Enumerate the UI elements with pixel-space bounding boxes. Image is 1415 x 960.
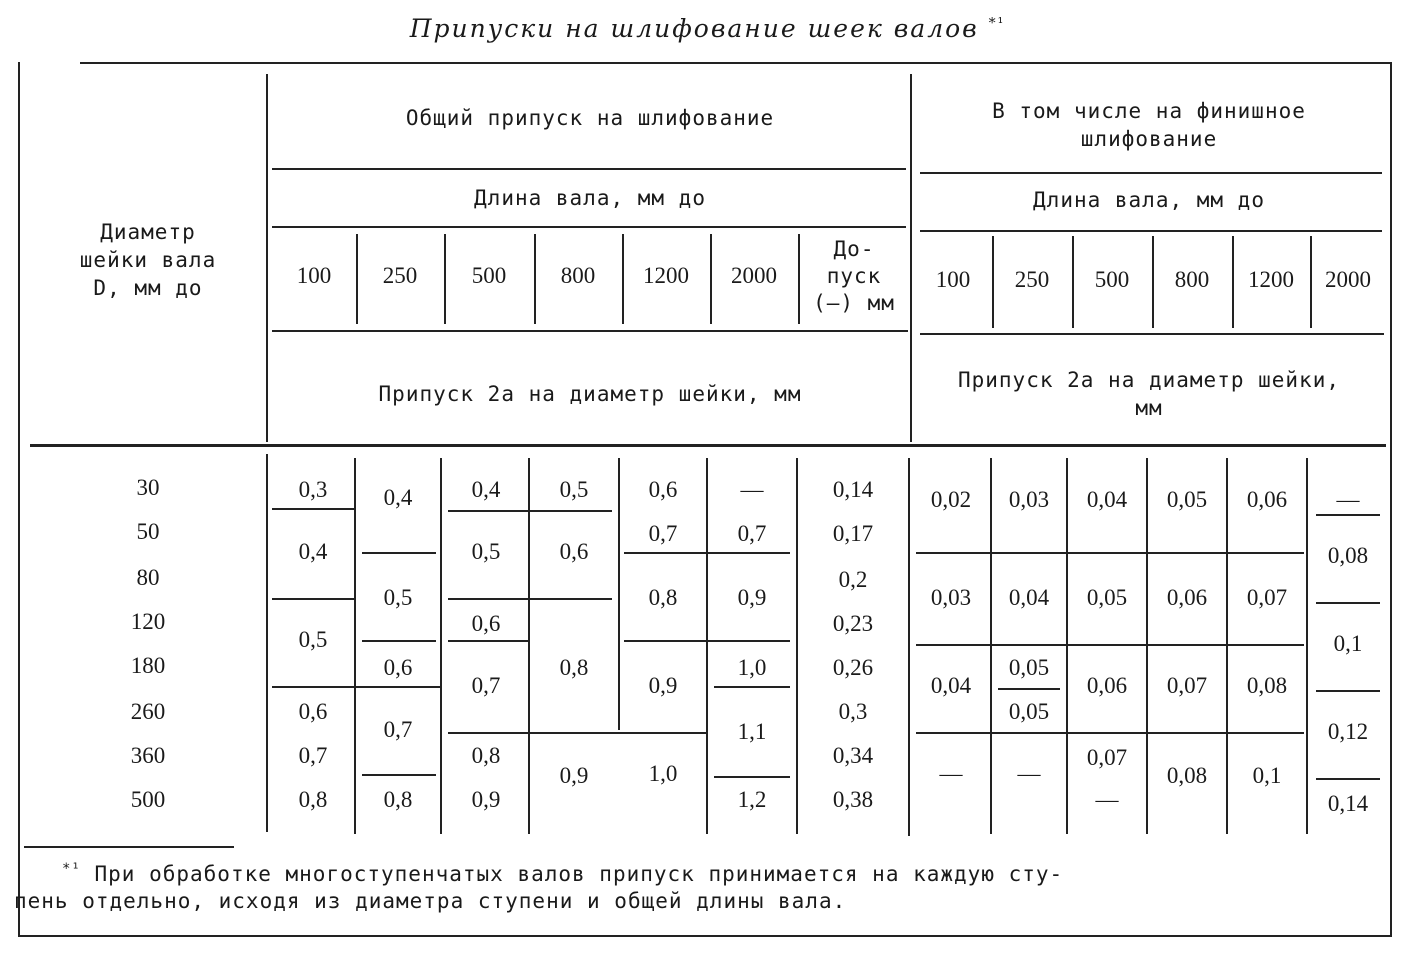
tolerance-value: 0,2 (838, 567, 868, 592)
body-divider-f250 (1066, 458, 1068, 834)
finish-rule-1 (916, 552, 1304, 554)
g500-rule-4 (448, 732, 706, 734)
g800-value: 0,8 (559, 655, 589, 680)
f2000-value: — (1336, 487, 1360, 512)
tolerance-value: 0,17 (832, 521, 874, 546)
general-length-label: Длина вала, мм до (474, 186, 706, 210)
body-divider-250 (440, 458, 442, 834)
finish-allowance-label (914, 366, 1384, 422)
diameter-260: 260 (130, 699, 166, 724)
f-r4-1200: 0,1 (1252, 763, 1282, 788)
f-r1-500: 0,04 (1086, 487, 1128, 512)
g100-rule-3 (272, 686, 356, 688)
caption-footnote-mark: *¹ (988, 15, 1006, 32)
rule-general-numbers (272, 330, 908, 332)
g500-rule-1 (448, 510, 612, 512)
finish-allowance-line1: Припуск 2а на диаметр шейки, (957, 368, 1340, 392)
g500-value: 0,7 (471, 673, 501, 698)
f-r1-1200: 0,06 (1246, 487, 1288, 512)
general-length-800: 800 (560, 263, 596, 288)
f-r2-800: 0,06 (1166, 585, 1208, 610)
tolerance-value: 0,23 (832, 611, 874, 636)
general-length-250: 250 (382, 263, 418, 288)
f2000-rule-4 (1316, 778, 1380, 780)
g100-value: 0,5 (298, 627, 328, 652)
tolerance-value: 0,3 (838, 699, 868, 724)
g250-value: 0,6 (383, 655, 413, 680)
g500-rule-3 (448, 640, 528, 642)
rule-finish-numbers (920, 333, 1384, 335)
footnote (14, 856, 1362, 915)
diameter-500: 500 (130, 787, 166, 812)
body-divider-1200 (706, 458, 708, 834)
divider-len-250 (444, 234, 446, 324)
f-r3-250-top: 0,05 (1008, 655, 1050, 680)
general-group-header: Общий припуск на шлифование (405, 106, 775, 130)
footnote-line2: пень отдельно, исходя из диаметра ступени и общей длины вала. (14, 889, 847, 913)
f-r2-250: 0,04 (1008, 585, 1050, 610)
g250-rule-4 (362, 774, 436, 776)
caption-title: Припуски на шлифование шеек валов (409, 14, 979, 43)
finish-length-2000: 2000 (1325, 267, 1371, 292)
g1200-rule-1 (624, 552, 790, 554)
g800-value: 0,9 (559, 763, 589, 788)
g2000-value: 0,9 (737, 585, 767, 610)
general-allowance-label: Припуск 2а на диаметр шейки, мм (378, 382, 802, 406)
finish-length-800: 800 (1174, 267, 1210, 292)
f-r4-250: — (1017, 761, 1041, 786)
g250-value: 0,4 (383, 485, 413, 510)
g800-value: 0,5 (559, 477, 589, 502)
g1200-value: 0,9 (648, 673, 678, 698)
footnote-mark: *¹ (62, 861, 81, 877)
g1200-rule-2 (624, 640, 790, 642)
divider-flen-1200 (1310, 236, 1312, 328)
f2000-value: 0,12 (1327, 719, 1369, 744)
g250-rule-2 (362, 640, 436, 642)
finish-group-header-line2: шлифование (1080, 127, 1218, 151)
g500-value: 0,5 (471, 539, 501, 564)
tolerance-value: 0,38 (832, 787, 874, 812)
finish-group-header (914, 97, 1384, 153)
finish-length-250: 250 (1014, 267, 1050, 292)
g250-rule-1 (362, 552, 436, 554)
general-length-100: 100 (296, 263, 332, 288)
f-r2-500: 0,05 (1086, 585, 1128, 610)
g100-value: 0,3 (298, 477, 328, 502)
diameter-header (30, 218, 266, 302)
g1200-value: 0,6 (648, 477, 678, 502)
divider-len-1200 (710, 234, 712, 324)
f-r3-500: 0,06 (1086, 673, 1128, 698)
f-r3-250-rule (998, 688, 1060, 690)
g2000-value: 0,7 (737, 521, 767, 546)
f-r4-500-top: 0,07 (1086, 745, 1128, 770)
g100-value: 0,6 (298, 699, 328, 724)
diameter-30: 30 (136, 475, 160, 500)
f-r1-800: 0,05 (1166, 487, 1208, 512)
diameter-header-line2: шейки вала (79, 248, 217, 272)
g500-value: 0,9 (471, 787, 501, 812)
diameter-180: 180 (130, 653, 166, 678)
f-r4-500-bottom: — (1095, 787, 1119, 812)
f2000-value: 0,08 (1327, 543, 1369, 568)
table-top-rule (80, 62, 1390, 64)
g500-value: 0,6 (471, 611, 501, 636)
footnote-line1: При обработке многоступенчатых валов припуск принимается на каждую сту- (94, 862, 1064, 886)
tolerance-header-line2: пуск (826, 264, 882, 288)
diameter-header-line3: D, мм до (93, 276, 203, 300)
finish-allowance-line2: мм (1135, 396, 1163, 420)
g100-value: 0,4 (298, 539, 328, 564)
g2000-value: 1,2 (737, 787, 767, 812)
f-r4-800: 0,08 (1166, 763, 1208, 788)
g100-value: 0,7 (298, 743, 328, 768)
g800-value: 0,6 (559, 539, 589, 564)
tolerance-value: 0,34 (832, 743, 874, 768)
f-r3-1200: 0,08 (1246, 673, 1288, 698)
divider-flen-800 (1232, 236, 1234, 328)
f-r2-100: 0,03 (930, 585, 972, 610)
f2000-value: 0,14 (1327, 791, 1369, 816)
general-length-500: 500 (471, 263, 507, 288)
body-divider-groups (908, 458, 910, 836)
rule-header-bottom (30, 444, 1386, 447)
g500-value: 0,8 (471, 743, 501, 768)
g250-value: 0,7 (383, 717, 413, 742)
g1200-value: 1,0 (648, 761, 678, 786)
f2000-rule-2 (1316, 602, 1380, 604)
g500-rule-2 (448, 598, 612, 600)
tolerance-value: 0,26 (832, 655, 874, 680)
finish-length-label: Длина вала, мм до (1033, 188, 1265, 212)
rule-finish-length (920, 230, 1382, 232)
g500-value: 0,4 (471, 477, 501, 502)
rule-general-length (272, 226, 906, 228)
divider-len-500 (534, 234, 536, 324)
tolerance-header-line1: До- (833, 237, 875, 261)
g2000-value: 1,0 (737, 655, 767, 680)
g250-value: 0,5 (383, 585, 413, 610)
divider-flen-500 (1152, 236, 1154, 328)
f-r3-800: 0,07 (1166, 673, 1208, 698)
f-r2-1200: 0,07 (1246, 585, 1288, 610)
f2000-rule-3 (1316, 690, 1380, 692)
g2000-rule-1 (714, 686, 790, 688)
divider-len-100 (356, 234, 358, 324)
f2000-rule-1 (1316, 514, 1380, 516)
tolerance-value: 0,14 (832, 477, 874, 502)
finish-length-500: 500 (1094, 267, 1130, 292)
rule-finish-group (920, 172, 1382, 174)
tolerance-header (798, 236, 910, 317)
f-r4-100: — (939, 761, 963, 786)
body-divider-f1200 (1306, 458, 1308, 834)
general-length-1200: 1200 (643, 263, 689, 288)
divider-flen-100 (992, 236, 994, 328)
footnote-rule (24, 846, 234, 848)
general-length-2000: 2000 (731, 263, 777, 288)
g2000-rule-2 (714, 776, 790, 778)
f-r1-100: 0,02 (930, 487, 972, 512)
g100-rule-2 (272, 598, 356, 600)
g250-rule-3 (356, 686, 440, 688)
tolerance-header-line3: (—) мм (813, 291, 895, 315)
diameter-120: 120 (130, 609, 166, 634)
g2000-value: 1,1 (737, 719, 767, 744)
g100-value: 0,8 (298, 787, 328, 812)
diameter-header-line1: Диаметр (100, 220, 196, 244)
f-r3-100: 0,04 (930, 673, 972, 698)
f-r3-250-bottom: 0,05 (1008, 699, 1050, 724)
diameter-360: 360 (130, 743, 166, 768)
f-r1-250: 0,03 (1008, 487, 1050, 512)
g100-rule-1 (272, 508, 356, 510)
divider-flen-250 (1072, 236, 1074, 328)
table-caption (0, 14, 1415, 43)
finish-rule-3 (916, 732, 1304, 734)
g2000-value: — (740, 477, 764, 502)
g1200-value: 0,7 (648, 521, 678, 546)
divider-diameter (266, 74, 268, 442)
f2000-value: 0,1 (1333, 631, 1363, 656)
finish-rule-2 (916, 644, 1304, 646)
divider-groups (910, 74, 912, 442)
body-divider-2000 (796, 458, 798, 834)
diameter-80: 80 (136, 565, 160, 590)
body-divider-diameter (266, 454, 268, 832)
g1200-value: 0,8 (648, 585, 678, 610)
body-divider-100 (354, 458, 356, 834)
finish-group-header-line1: В том числе на финишное (992, 99, 1306, 123)
diameter-50: 50 (136, 519, 160, 544)
g250-value: 0,8 (383, 787, 413, 812)
finish-length-1200: 1200 (1248, 267, 1294, 292)
finish-length-100: 100 (935, 267, 971, 292)
rule-general-group (272, 168, 906, 170)
divider-len-2000 (798, 234, 800, 324)
divider-len-800 (622, 234, 624, 324)
